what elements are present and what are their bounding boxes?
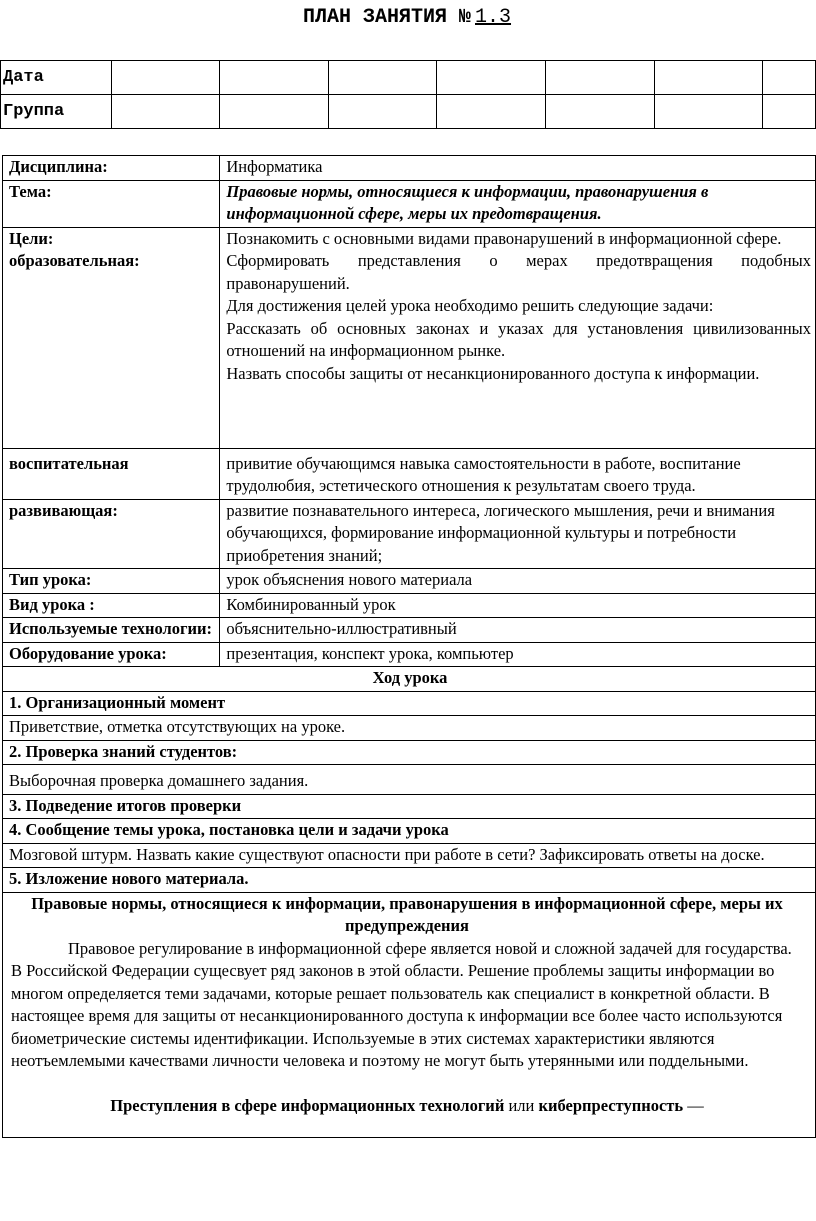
date-cell <box>220 61 329 95</box>
lesson-type-value: урок объяснения нового материала <box>220 569 816 594</box>
lesson-plan-table <box>2 155 816 1138</box>
date-cell <box>654 61 763 95</box>
material-row <box>3 892 816 1138</box>
discipline-label: Дисциплина: <box>3 156 220 181</box>
goals-edu-value <box>220 227 816 448</box>
lesson-kind-value: Комбинированный урок <box>220 593 816 618</box>
group-cell <box>220 95 329 129</box>
discipline-value: Информатика <box>220 156 816 181</box>
section-2-text-row <box>3 765 816 795</box>
section-4-text: Мозговой штурм. Назвать какие существуют опасности при работе в сети? Зафиксировать ответы на доске. <box>3 843 816 868</box>
group-cell <box>654 95 763 129</box>
equipment-label: Оборудование урока: <box>3 642 220 667</box>
equipment-value: презентация, конспект урока, компьютер <box>220 642 816 667</box>
goal-line: Сформировать представления о мерах предотвращения подобных правонарушений. <box>226 251 811 293</box>
course-heading: Ход урока <box>3 667 816 692</box>
date-cell <box>437 61 546 95</box>
discipline-row <box>3 156 816 181</box>
date-label: Дата <box>1 61 112 95</box>
group-row <box>1 95 816 129</box>
goal-line: Для достижения целей урока необходимо решить следующие задачи: <box>226 296 714 315</box>
date-cell <box>328 61 437 95</box>
goal-line: Назвать способы защиты от несанкционированного доступа к информации. <box>226 363 760 383</box>
course-heading-row <box>3 667 816 692</box>
crime-term-2: киберпреступность <box>538 1095 684 1115</box>
group-cell <box>111 95 220 129</box>
upbringing-row <box>3 448 816 499</box>
topic-label: Тема: <box>3 180 220 227</box>
goals-row <box>3 227 816 448</box>
goals-edu-label: образовательная: <box>9 251 140 270</box>
section-3-title: 3. Подведение итогов проверки <box>3 794 816 819</box>
technologies-row <box>3 618 816 643</box>
section-5-title: 5. Изложение нового материала. <box>3 868 816 893</box>
upbringing-label: воспитательная <box>3 448 220 499</box>
date-cell <box>111 61 220 95</box>
upbringing-value: привитие обучающимся навыка самостоятельности в работе, воспитание трудолюбия, эстетического отношения к результатам своего труда. <box>220 448 816 499</box>
group-cell <box>763 95 816 129</box>
lesson-kind-label: Вид урока : <box>3 593 220 618</box>
title-prefix: ПЛАН ЗАНЯТИЯ № <box>302 6 471 29</box>
group-cell <box>546 95 655 129</box>
developing-row <box>3 499 816 569</box>
lesson-number: 1.3 <box>475 6 512 29</box>
goals-label: Цели: <box>9 228 54 248</box>
goals-label-cell <box>3 227 220 448</box>
section-1-title-row <box>3 691 816 716</box>
crime-dash: — <box>683 1095 704 1115</box>
date-cell <box>546 61 655 95</box>
section-4-text-row <box>3 843 816 868</box>
lesson-kind-row <box>3 593 816 618</box>
date-cell <box>763 61 816 95</box>
technologies-value: объяснительно-иллюстративный <box>220 618 816 643</box>
material-cell <box>3 892 816 1138</box>
crime-term-1: Преступления в сфере информационных технологий <box>110 1095 505 1115</box>
section-1-text: Приветствие, отметка отсутствующих на уроке. <box>3 716 816 741</box>
section-2-title: 2. Проверка знаний студентов: <box>3 740 816 765</box>
developing-label: развивающая: <box>3 499 220 569</box>
crime-line <box>11 1095 803 1118</box>
section-1-title: 1. Организационный момент <box>3 691 816 716</box>
equipment-row <box>3 642 816 667</box>
section-4-title: 4. Сообщение темы урока, постановка цели и задачи урока <box>3 819 816 844</box>
topic-value: Правовые нормы, относящиеся к информации, правонарушения в информационной сфере, меры их предотвращения. <box>220 180 816 227</box>
developing-value: развитие познавательного интереса, логического мышления, речи и внимания обучающихся, формирование информационной культуры и потребности приобретения знаний; <box>220 499 816 569</box>
date-group-table <box>0 60 816 129</box>
group-cell <box>328 95 437 129</box>
group-cell <box>437 95 546 129</box>
material-text: Правовое регулирование в информационной сфере является новой и сложной задачей для государства. В Российской Федерации сущесвует ряд законов в этой области. Решение проблемы защиты информации во многом определяется теми задачами, которые решает пользователь как специалист в конкретной области. В настоящее время для защиты от несанкционированного доступа к информации все более часто используются биометрические системы идентификации. Используемые в этих системах характеристики являются неотъемлемыми качествами личности человека и поэтому не могут быть утерянными или поддельными. <box>11 938 792 1070</box>
group-label: Группа <box>1 95 112 129</box>
material-title: Правовые нормы, относящиеся к информации, правонарушения в информационной сфере, меры их предупреждения <box>31 893 783 935</box>
section-3-title-row <box>3 794 816 819</box>
page-title <box>0 4 816 32</box>
topic-row <box>3 180 816 227</box>
lesson-type-row <box>3 569 816 594</box>
lesson-type-label: Тип урока: <box>3 569 220 594</box>
section-5-title-row <box>3 868 816 893</box>
technologies-label: Используемые технологии: <box>3 618 220 643</box>
date-row <box>1 61 816 95</box>
section-2-title-row <box>3 740 816 765</box>
crime-or: или <box>504 1095 539 1115</box>
goal-line: Рассказать об основных законах и указах для установления цивилизованных отношений на информационном рынке. <box>226 318 811 360</box>
section-2-text: Выборочная проверка домашнего задания. <box>3 765 816 795</box>
section-4-title-row <box>3 819 816 844</box>
goal-line: Познакомить с основными видами правонарушений в информационной сфере. <box>226 228 782 248</box>
section-1-text-row <box>3 716 816 741</box>
